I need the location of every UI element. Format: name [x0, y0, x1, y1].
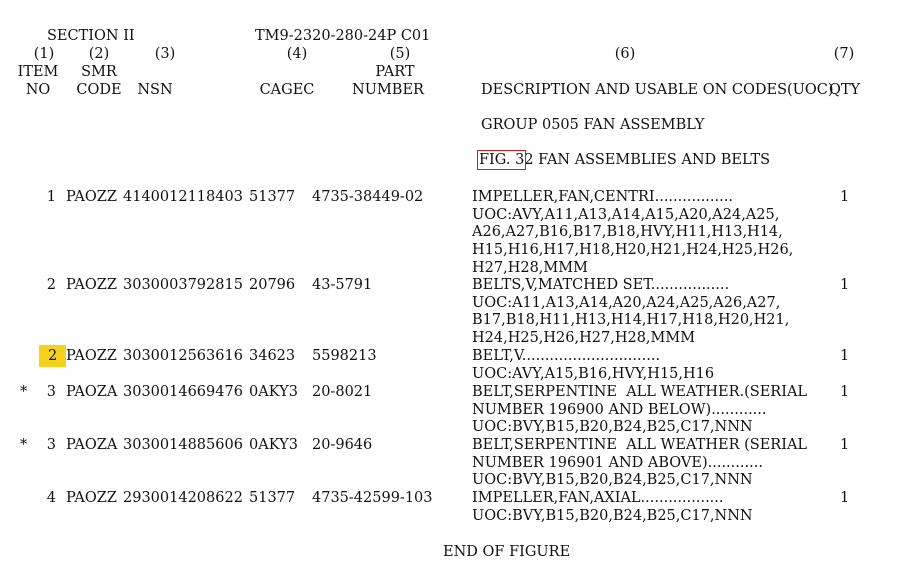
- col5-number: (5): [389, 46, 411, 62]
- row-item-number: 2: [39, 345, 66, 367]
- row-nsn: 2930014208622: [123, 490, 243, 506]
- row-smr-code: PAOZZ: [66, 348, 117, 364]
- row-item-number: 3: [46, 437, 56, 453]
- col5-heading-line2: NUMBER: [352, 82, 424, 98]
- col3-heading: NSN: [137, 82, 173, 98]
- row-description: IMPELLER,FAN,AXIAL..................: [472, 490, 724, 506]
- row-uoc-line: B17,B18,H11,H13,H14,H17,H18,H20,H21,: [472, 312, 790, 329]
- row-cagec: 0AKY3: [249, 384, 298, 400]
- row-smr-code: PAOZZ: [66, 277, 117, 293]
- col4-heading: CAGEC: [259, 82, 315, 98]
- row-cagec: 34623: [249, 348, 296, 364]
- col3-number: (3): [154, 46, 176, 62]
- row-nsn: 3030003792815: [123, 277, 243, 293]
- row-nsn: 3030014885606: [123, 437, 243, 453]
- col7-heading: QTY: [829, 82, 861, 98]
- row-item-number: 4: [46, 490, 56, 506]
- row-qty: 1: [840, 348, 850, 364]
- row-item-number: 2: [46, 277, 56, 293]
- row-uoc-line: UOC:AVY,A15,B16,HVY,H15,H16: [472, 365, 715, 382]
- row-part-number: 5598213: [312, 348, 377, 364]
- col6-heading: DESCRIPTION AND USABLE ON CODES(UOC): [481, 82, 834, 98]
- figure-title: [479, 151, 770, 169]
- row-qty: 1: [840, 490, 850, 506]
- group-title: GROUP 0505 FAN ASSEMBLY: [481, 117, 705, 133]
- row-smr-code: PAOZA: [66, 437, 118, 453]
- row-smr-code: PAOZZ: [66, 490, 117, 506]
- row-qty: 1: [840, 437, 850, 453]
- col2-heading-line1: SMR: [81, 64, 117, 80]
- row-part-number: 20-9646: [312, 437, 373, 453]
- row-smr-code: PAOZA: [66, 384, 118, 400]
- row-qty: 1: [840, 189, 850, 205]
- row-part-number: 4735-42599-103: [312, 490, 433, 506]
- row-description: BELT,SERPENTINE ALL WEATHER (SERIAL: [472, 437, 808, 453]
- row-description: BELT,SERPENTINE ALL WEATHER.(SERIAL: [472, 384, 808, 400]
- col6-number: (6): [614, 46, 636, 62]
- row-uoc-line: H24,H25,H26,H27,H28,MMM: [472, 330, 696, 347]
- col1-heading-line1: ITEM: [17, 64, 59, 80]
- row-smr-code: PAOZZ: [66, 189, 117, 205]
- row-change-mark: *: [20, 437, 28, 453]
- row-cagec: 51377: [249, 490, 296, 506]
- col5-heading-line1: PART: [375, 64, 415, 80]
- tm-number: TM9-2320-280-24P C01: [255, 28, 431, 44]
- figure-reference-box: FIG. 3: [479, 152, 525, 168]
- row-uoc-line: A26,A27,B16,B17,B18,HVY,H11,H13,H14,: [472, 224, 783, 241]
- figure-title-text: 2 FAN ASSEMBLIES AND BELTS: [524, 152, 771, 168]
- col4-number: (4): [286, 46, 308, 62]
- row-uoc-line: H27,H28,MMM: [472, 259, 588, 276]
- row-nsn: 4140012118403: [123, 189, 243, 205]
- row-item-number: 3: [46, 384, 56, 400]
- row-cagec: 20796: [249, 277, 296, 293]
- row-cagec: 0AKY3: [249, 437, 298, 453]
- row-qty: 1: [840, 277, 850, 293]
- row-uoc-line: UOC:BVY,B15,B20,B24,B25,C17,NNN: [472, 507, 753, 524]
- row-uoc-line: UOC:BVY,B15,B20,B24,B25,C17,NNN: [472, 472, 753, 489]
- col1-number: (1): [33, 46, 55, 62]
- row-change-mark: *: [20, 384, 28, 400]
- row-description: BELTS,V,MATCHED SET.................: [472, 277, 730, 293]
- section-label: SECTION II: [47, 28, 135, 44]
- col2-heading-line2: CODE: [76, 82, 122, 98]
- row-cagec: 51377: [249, 189, 296, 205]
- col7-number: (7): [833, 46, 855, 62]
- row-uoc-line: H15,H16,H17,H18,H20,H21,H24,H25,H26,: [472, 242, 794, 259]
- row-qty: 1: [840, 384, 850, 400]
- col2-number: (2): [88, 46, 110, 62]
- row-uoc-line: UOC:A11,A13,A14,A20,A24,A25,A26,A27,: [472, 294, 781, 311]
- row-uoc-line: UOC:BVY,B15,B20,B24,B25,C17,NNN: [472, 419, 753, 436]
- row-nsn: 3030012563616: [123, 348, 243, 364]
- row-uoc-line: NUMBER 196900 AND BELOW)............: [472, 401, 767, 418]
- row-item-number: 1: [46, 189, 56, 205]
- row-part-number: 43-5791: [312, 277, 373, 293]
- row-part-number: 20-8021: [312, 384, 373, 400]
- row-uoc-line: NUMBER 196901 AND ABOVE)............: [472, 454, 763, 471]
- row-part-number: 4735-38449-02: [312, 189, 424, 205]
- end-of-figure: END OF FIGURE: [443, 544, 571, 560]
- row-description: IMPELLER,FAN,CENTRI.................: [472, 189, 733, 205]
- row-nsn: 3030014669476: [123, 384, 243, 400]
- row-uoc-line: UOC:AVY,A11,A13,A14,A15,A20,A24,A25,: [472, 206, 780, 223]
- col1-heading-line2: NO: [25, 82, 51, 98]
- row-description: BELT,V..............................: [472, 348, 661, 364]
